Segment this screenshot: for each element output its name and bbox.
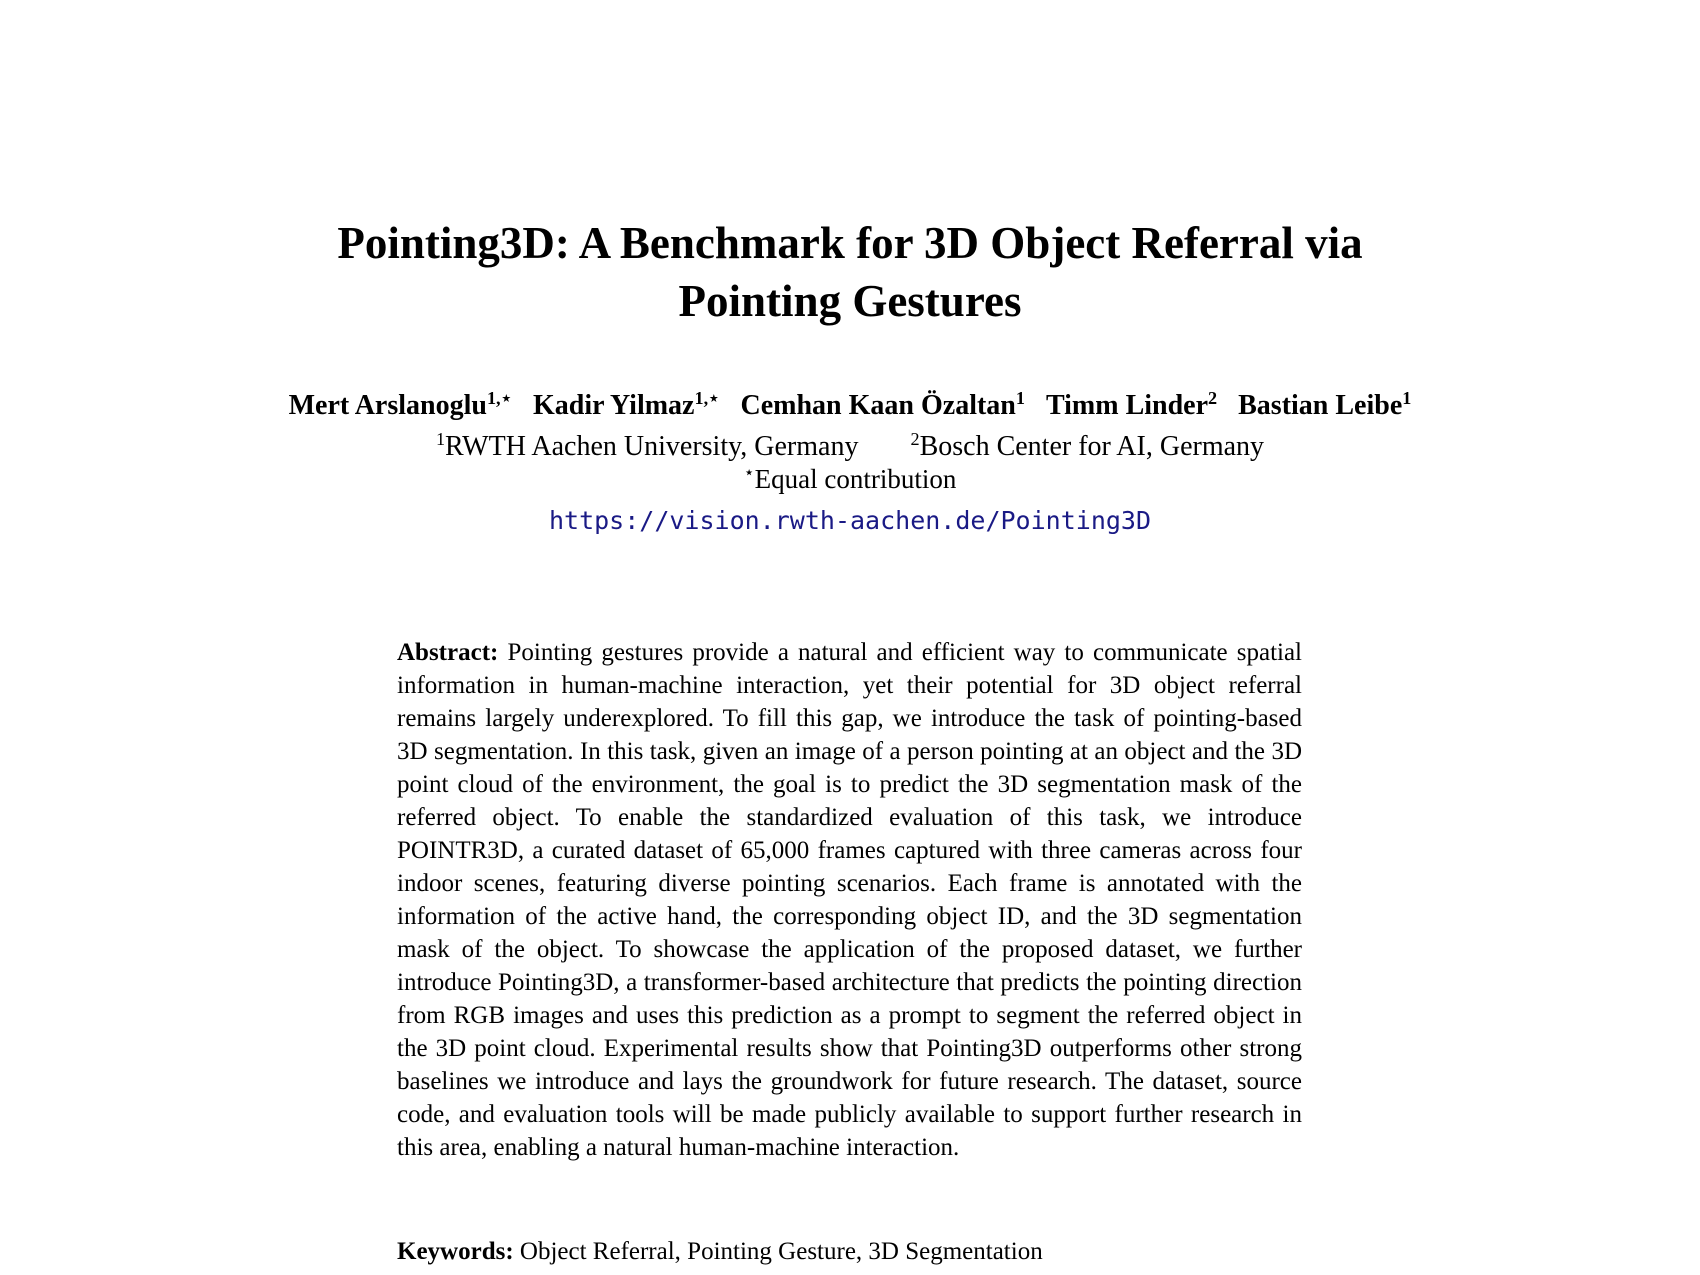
author-affiliation-sup: 1,⋆ <box>694 388 720 408</box>
keywords-label: Keywords: <box>397 1238 514 1265</box>
author <box>533 390 720 421</box>
affiliation-sup: 1 <box>435 429 446 449</box>
affiliation-text: Bosch Center for AI, Germany <box>919 431 1265 462</box>
paper-title-line2: Pointing Gestures <box>678 276 1022 326</box>
affiliation-text: RWTH Aachen University, Germany <box>445 431 859 462</box>
affiliation-sup: 2 <box>910 429 920 449</box>
equal-contribution-star: ⋆ <box>743 462 755 483</box>
paper-title <box>0 214 1700 330</box>
affiliation <box>436 431 859 462</box>
author <box>1046 390 1217 421</box>
project-url-link[interactable]: https://vision.rwth-aachen.de/Pointing3D <box>548 506 1152 535</box>
author-name: Kadir Yilmaz <box>532 390 695 421</box>
affiliation-line <box>0 431 1700 463</box>
author-line <box>0 390 1700 422</box>
paper-title-line1: Pointing3D: A Benchmark for 3D Object Referral via <box>337 218 1363 268</box>
equal-contribution-text: Equal contribution <box>754 464 957 494</box>
affiliation <box>910 431 1264 462</box>
author <box>289 390 512 421</box>
project-url-line <box>0 506 1700 535</box>
abstract <box>397 636 1302 1164</box>
author-affiliation-sup: 2 <box>1208 388 1218 408</box>
abstract-label: Abstract: <box>397 639 499 666</box>
abstract-text: Pointing gestures provide a natural and efficient way to communicate spatial information in human-machine interaction, yet their potential for 3D object referral remains largely underexplored. To fill this gap, we introduce the task of pointing-based 3D segmentation. In this task, given an image of a person pointing at an object and the 3D point cloud of the environment, the goal is to predict the 3D segmentation mask of the referred object. To enable the standardized evaluation of this task, we introduce POINTR3D, a curated dataset of 65,000 frames captured with three cameras across four indoor scenes, featuring diverse pointing scenarios. Each frame is annotated with the information of the active hand, the corresponding object ID, and the 3D segmentation mask of the object. To showcase the application of the proposed dataset, we further introduce Pointing3D, a transformer-based architecture that predicts the pointing direction from RGB images and uses this prediction as a prompt to segment the referred object in the 3D point cloud. Experimental results show that Pointing3D outperforms other strong baselines we introduce and lays the groundwork for future research. The dataset, source code, and evaluation tools will be made publicly available to support further research in this area, enabling a natural human-machine interaction. <box>397 639 1302 1161</box>
keywords <box>397 1238 1302 1266</box>
author-affiliation-sup: 1,⋆ <box>486 388 512 408</box>
equal-contribution-note <box>0 464 1700 495</box>
author-affiliation-sup: 1 <box>1402 388 1412 408</box>
author-name: Cemhan Kaan Özaltan <box>740 390 1016 421</box>
author <box>1238 390 1411 421</box>
author-name: Mert Arslanoglu <box>288 390 487 421</box>
author-name: Bastian Leibe <box>1238 390 1403 421</box>
author-affiliation-sup: 1 <box>1015 388 1025 408</box>
author-name: Timm Linder <box>1045 390 1209 421</box>
keywords-text: Object Referral, Pointing Gesture, 3D Segmentation <box>519 1238 1043 1265</box>
author <box>741 390 1025 421</box>
